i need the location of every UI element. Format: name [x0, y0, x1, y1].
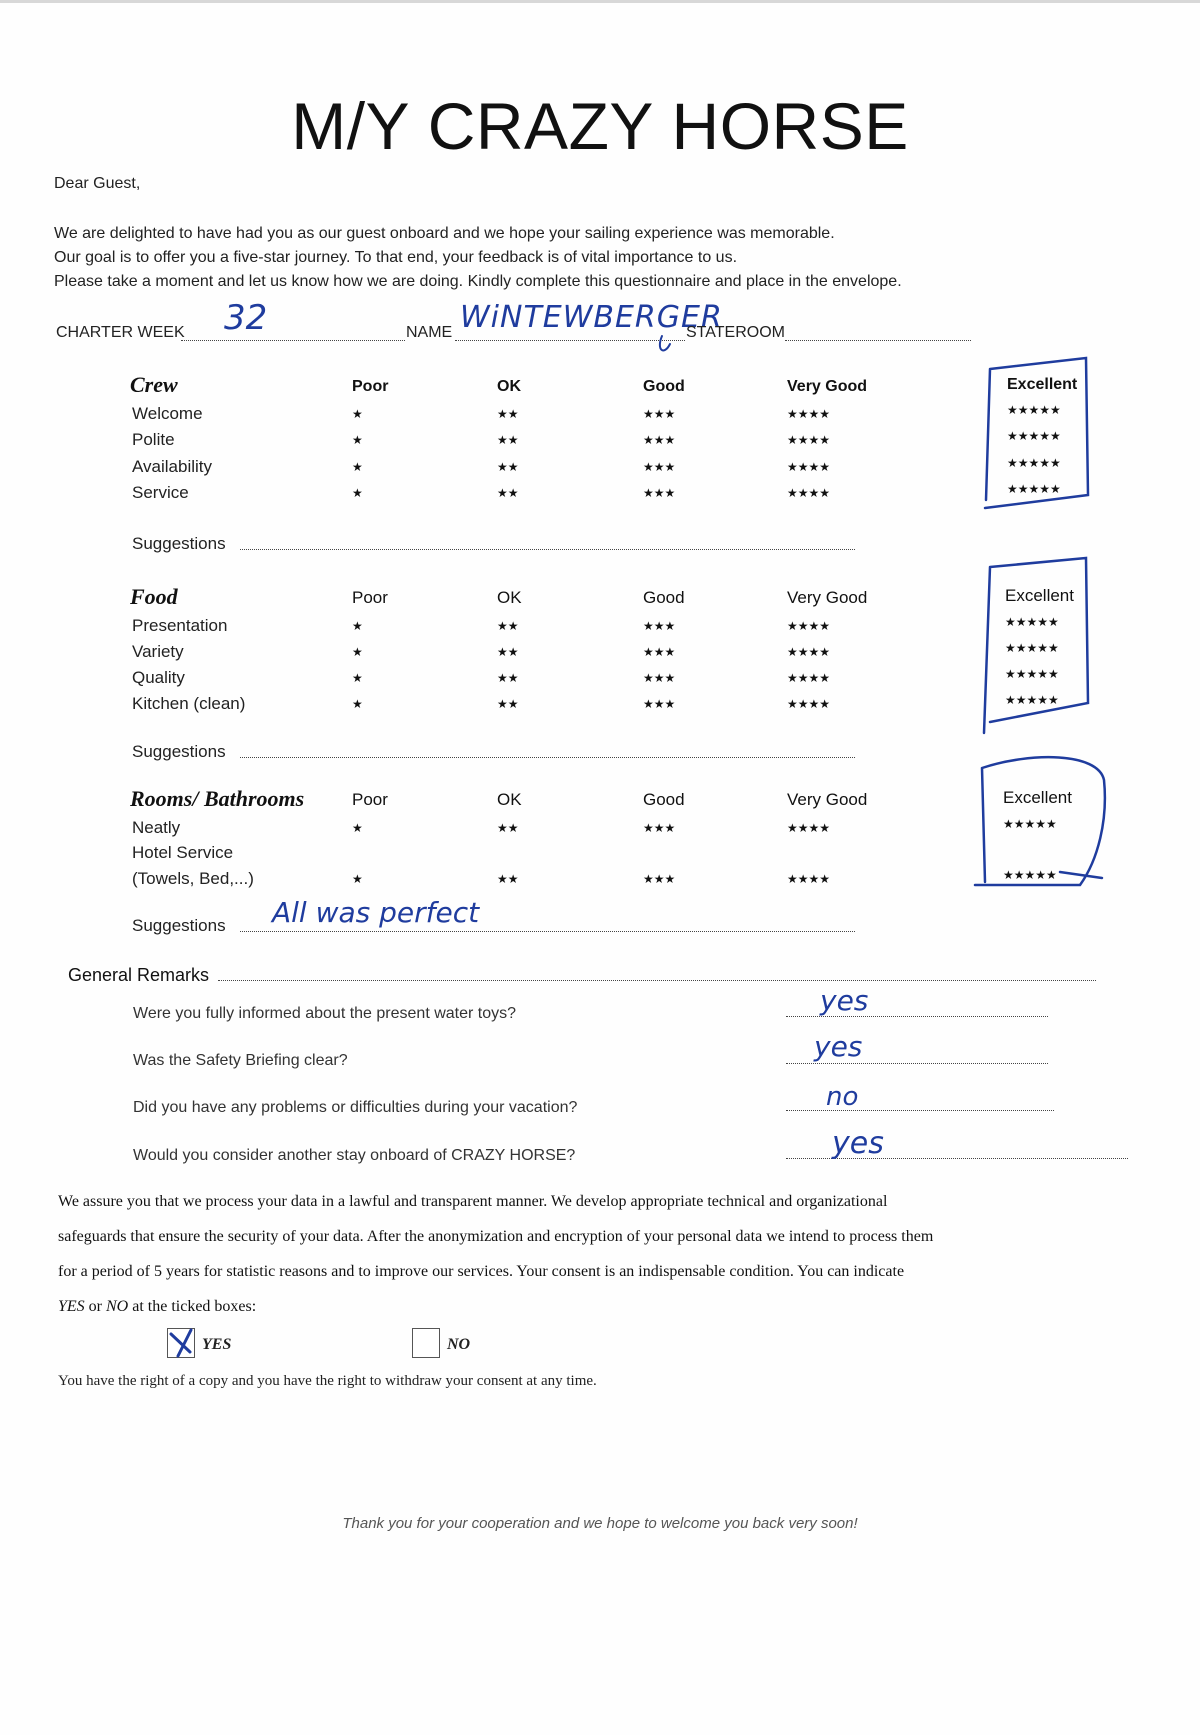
star-very-good[interactable]: ★★★★: [787, 486, 831, 500]
privacy-line-2: safeguards that ensure the security of your data. After the anonymization and encryption of your personal data we intend to process them: [58, 1228, 934, 1245]
col-ok: OK: [497, 378, 521, 395]
section-title-crew: Crew: [130, 372, 178, 397]
name-label: NAME: [406, 324, 453, 341]
star-ok[interactable]: ★★: [497, 872, 519, 886]
name-ink-hook: [660, 336, 670, 350]
suggestions-label: Suggestions: [132, 742, 226, 761]
col-excellent: Excellent: [1005, 586, 1074, 605]
section-title-food: Food: [130, 584, 178, 609]
star-poor[interactable]: ★: [352, 821, 363, 835]
row-label: Quality: [132, 668, 185, 687]
star-very-good[interactable]: ★★★★: [787, 407, 831, 421]
star-excellent[interactable]: ★★★★★: [1005, 693, 1059, 707]
star-poor[interactable]: ★: [352, 872, 363, 886]
question-text: Did you have any problems or difficulties during your vacation?: [133, 1099, 578, 1116]
star-poor[interactable]: ★: [352, 697, 363, 711]
star-excellent[interactable]: ★★★★★: [1007, 456, 1061, 470]
row-label: Welcome: [132, 404, 203, 423]
star-ok[interactable]: ★★: [497, 821, 519, 835]
star-ok[interactable]: ★★: [497, 433, 519, 447]
question-text: Was the Safety Briefing clear?: [133, 1052, 348, 1069]
row-label: Availability: [132, 457, 213, 476]
star-good[interactable]: ★★★: [643, 433, 676, 447]
answer-value[interactable]: no: [826, 1082, 859, 1112]
star-very-good[interactable]: ★★★★: [787, 619, 831, 633]
privacy-line-3: for a period of 5 years for statistic reasons and to improve our services. Your consent is an indispensable condition. You can indicate: [58, 1263, 905, 1280]
privacy-line-1: We assure you that we process your data in a lawful and transparent manner. We develop appropriate technical and organizational: [58, 1193, 888, 1210]
suggestions-label: Suggestions: [132, 916, 226, 935]
answer-value[interactable]: yes: [832, 1126, 884, 1161]
row-label: (Towels, Bed,...): [132, 869, 254, 888]
star-excellent[interactable]: ★★★★★: [1005, 641, 1059, 655]
col-ok: OK: [497, 588, 522, 607]
star-ok[interactable]: ★★: [497, 460, 519, 474]
star-ok[interactable]: ★★: [497, 645, 519, 659]
star-poor[interactable]: ★: [352, 407, 363, 421]
star-good[interactable]: ★★★: [643, 619, 676, 633]
star-ok[interactable]: ★★: [497, 619, 519, 633]
star-very-good[interactable]: ★★★★: [787, 460, 831, 474]
name-value[interactable]: WiNTEWBERGER: [460, 300, 723, 335]
star-good[interactable]: ★★★: [643, 645, 676, 659]
charter-week-label: CHARTER WEEK: [56, 324, 185, 341]
yes-check-mark: [171, 1330, 191, 1356]
star-good[interactable]: ★★★: [643, 821, 676, 835]
row-label: Neatly: [132, 818, 181, 837]
question-text: Would you consider another stay onboard of CRAZY HORSE?: [133, 1147, 576, 1164]
crew-excellent-ink-box: [985, 358, 1088, 508]
rights-statement: You have the right of a copy and you have the right to withdraw your consent at any time.: [58, 1373, 597, 1389]
col-good: Good: [643, 588, 685, 607]
star-very-good[interactable]: ★★★★: [787, 433, 831, 447]
star-very-good[interactable]: ★★★★: [787, 872, 831, 886]
star-poor[interactable]: ★: [352, 486, 363, 500]
star-good[interactable]: ★★★: [643, 460, 676, 474]
suggestions-label: Suggestions: [132, 534, 226, 553]
row-label: Hotel Service: [132, 843, 234, 862]
col-poor: Poor: [352, 588, 388, 607]
consent-no-label: NO: [447, 1336, 471, 1353]
star-ok[interactable]: ★★: [497, 671, 519, 685]
col-good: Good: [643, 378, 685, 395]
star-very-good[interactable]: ★★★★: [787, 671, 831, 685]
privacy-yes-word: YES: [58, 1298, 85, 1315]
consent-yes-label: YES: [202, 1336, 232, 1353]
col-good: Good: [643, 790, 685, 809]
star-excellent[interactable]: ★★★★★: [1005, 615, 1059, 629]
col-very-good: Very Good: [787, 588, 868, 607]
col-excellent: Excellent: [1003, 788, 1072, 807]
col-poor: Poor: [352, 378, 389, 395]
star-good[interactable]: ★★★: [643, 486, 676, 500]
star-excellent[interactable]: ★★★★★: [1005, 667, 1059, 681]
star-poor[interactable]: ★: [352, 460, 363, 474]
suggestions-value[interactable]: All was perfect: [272, 896, 480, 929]
star-ok[interactable]: ★★: [497, 486, 519, 500]
general-remarks-label: General Remarks: [68, 965, 210, 985]
star-good[interactable]: ★★★: [643, 671, 676, 685]
star-poor[interactable]: ★: [352, 619, 363, 633]
star-good[interactable]: ★★★: [643, 407, 676, 421]
star-very-good[interactable]: ★★★★: [787, 645, 831, 659]
star-very-good[interactable]: ★★★★: [787, 697, 831, 711]
col-excellent: Excellent: [1007, 376, 1078, 393]
row-label: Polite: [132, 430, 175, 449]
star-good[interactable]: ★★★: [643, 872, 676, 886]
col-ok: OK: [497, 790, 522, 809]
row-label: Service: [132, 483, 189, 502]
greeting: Dear Guest,: [54, 175, 141, 192]
stateroom-label: STATEROOM: [686, 324, 785, 341]
intro-line-1: We are delighted to have had you as our guest onboard and we hope your sailing experience was memorable.: [54, 225, 835, 242]
answer-value[interactable]: yes: [814, 1030, 863, 1063]
star-excellent[interactable]: ★★★★★: [1003, 817, 1057, 831]
col-very-good: Very Good: [787, 790, 868, 809]
star-excellent[interactable]: ★★★★★: [1007, 482, 1061, 496]
row-label: Presentation: [132, 616, 228, 635]
charter-week-value[interactable]: 32: [224, 298, 268, 338]
star-ok[interactable]: ★★: [497, 407, 519, 421]
star-poor[interactable]: ★: [352, 645, 363, 659]
page-title: M/Y CRAZY HORSE: [291, 89, 909, 163]
intro-line-2: Our goal is to offer you a five-star journey. To that end, your feedback is of vital importance to us.: [54, 249, 738, 266]
privacy-or-word: or: [84, 1298, 106, 1315]
row-label: Kitchen (clean): [132, 694, 246, 713]
row-label: Variety: [132, 642, 184, 661]
star-poor[interactable]: ★: [352, 671, 363, 685]
food-excellent-ink-box: [984, 558, 1088, 733]
star-poor[interactable]: ★: [352, 433, 363, 447]
star-excellent[interactable]: ★★★★★: [1007, 429, 1061, 443]
privacy-no-word: NO: [106, 1298, 129, 1315]
question-text: Were you fully informed about the present water toys?: [133, 1005, 517, 1022]
answer-value[interactable]: yes: [820, 984, 869, 1017]
intro-line-3: Please take a moment and let us know how we are doing. Kindly complete this questionnaire and place in the envelope.: [54, 273, 902, 290]
privacy-line-4-tail: at the ticked boxes:: [128, 1298, 257, 1315]
star-very-good[interactable]: ★★★★: [787, 821, 831, 835]
col-very-good: Very Good: [787, 378, 868, 395]
star-excellent[interactable]: ★★★★★: [1007, 403, 1061, 417]
col-poor: Poor: [352, 790, 388, 809]
star-ok[interactable]: ★★: [497, 697, 519, 711]
rooms-excellent-ink-box: [975, 757, 1105, 885]
star-good[interactable]: ★★★: [643, 697, 676, 711]
section-title-rooms: Rooms/ Bathrooms: [130, 786, 305, 811]
star-excellent[interactable]: ★★★★★: [1003, 868, 1057, 882]
thank-you-footer: Thank you for your cooperation and we hope to welcome you back very soon!: [342, 1515, 858, 1532]
